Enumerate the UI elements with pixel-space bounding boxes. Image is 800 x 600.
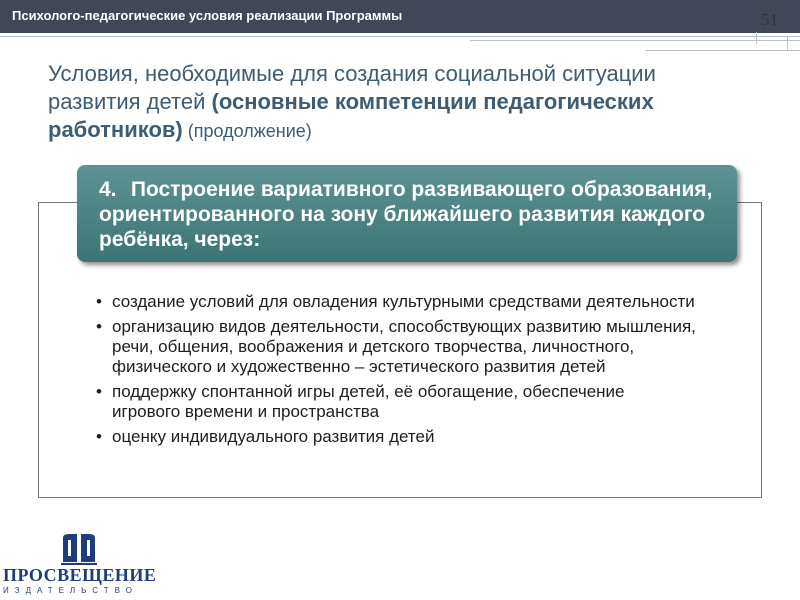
bullet-icon: •: [96, 382, 102, 401]
list-item-text: оценку индивидуального развития детей: [112, 427, 435, 446]
publisher-subtitle: ИЗДАТЕЛЬСТВО: [3, 586, 138, 595]
top-bar: [0, 0, 800, 33]
decorative-line: [0, 36, 800, 37]
decorative-line: [756, 32, 757, 44]
decorative-line: [470, 40, 800, 41]
publisher-logo-icon: [61, 532, 97, 566]
section-title: Построение вариативного развивающего образования, ориентированного на зону ближайшего развития каждого ребёнка, через:: [99, 178, 713, 251]
decorative-line: [787, 36, 788, 50]
list-item: [96, 317, 696, 377]
subtitle-bold-text: (основные компетенции педагогических работников): [48, 89, 654, 142]
list-item-text: организацию видов деятельности, способствующих развитию мышления, речи, общения, воображения и детского творчества, личностного, физического и художественно – эстетического развития детей: [112, 317, 696, 376]
slide-subtitle: [48, 60, 748, 145]
bullet-list: [96, 292, 696, 452]
list-item: [96, 427, 696, 447]
bullet-icon: •: [96, 427, 102, 446]
list-item: [96, 292, 696, 312]
bullet-icon: •: [96, 317, 102, 336]
publisher-name: ПРОСВЕЩЕНИЕ: [3, 565, 157, 585]
list-item-text: создание условий для овладения культурными средствами деятельности: [112, 292, 695, 311]
presentation-title: Психолого-педагогические условия реализации Программы: [12, 8, 403, 23]
section-header-box: [77, 165, 737, 262]
decorative-line: [645, 50, 800, 51]
bullet-icon: •: [96, 292, 102, 311]
section-header: [99, 177, 719, 252]
publisher-logo: [3, 532, 155, 596]
section-number: 4.: [99, 178, 117, 201]
subtitle-continuation: (продолжение): [182, 121, 312, 141]
list-item: [96, 382, 696, 422]
slide-number: 51: [761, 10, 778, 29]
list-item-text: поддержку спонтанной игры детей, её обогащение, обеспечение игрового времени и пространства: [112, 382, 625, 421]
subtitle-text: Условия, необходимые для создания социальной ситуации развития детей: [48, 61, 656, 114]
